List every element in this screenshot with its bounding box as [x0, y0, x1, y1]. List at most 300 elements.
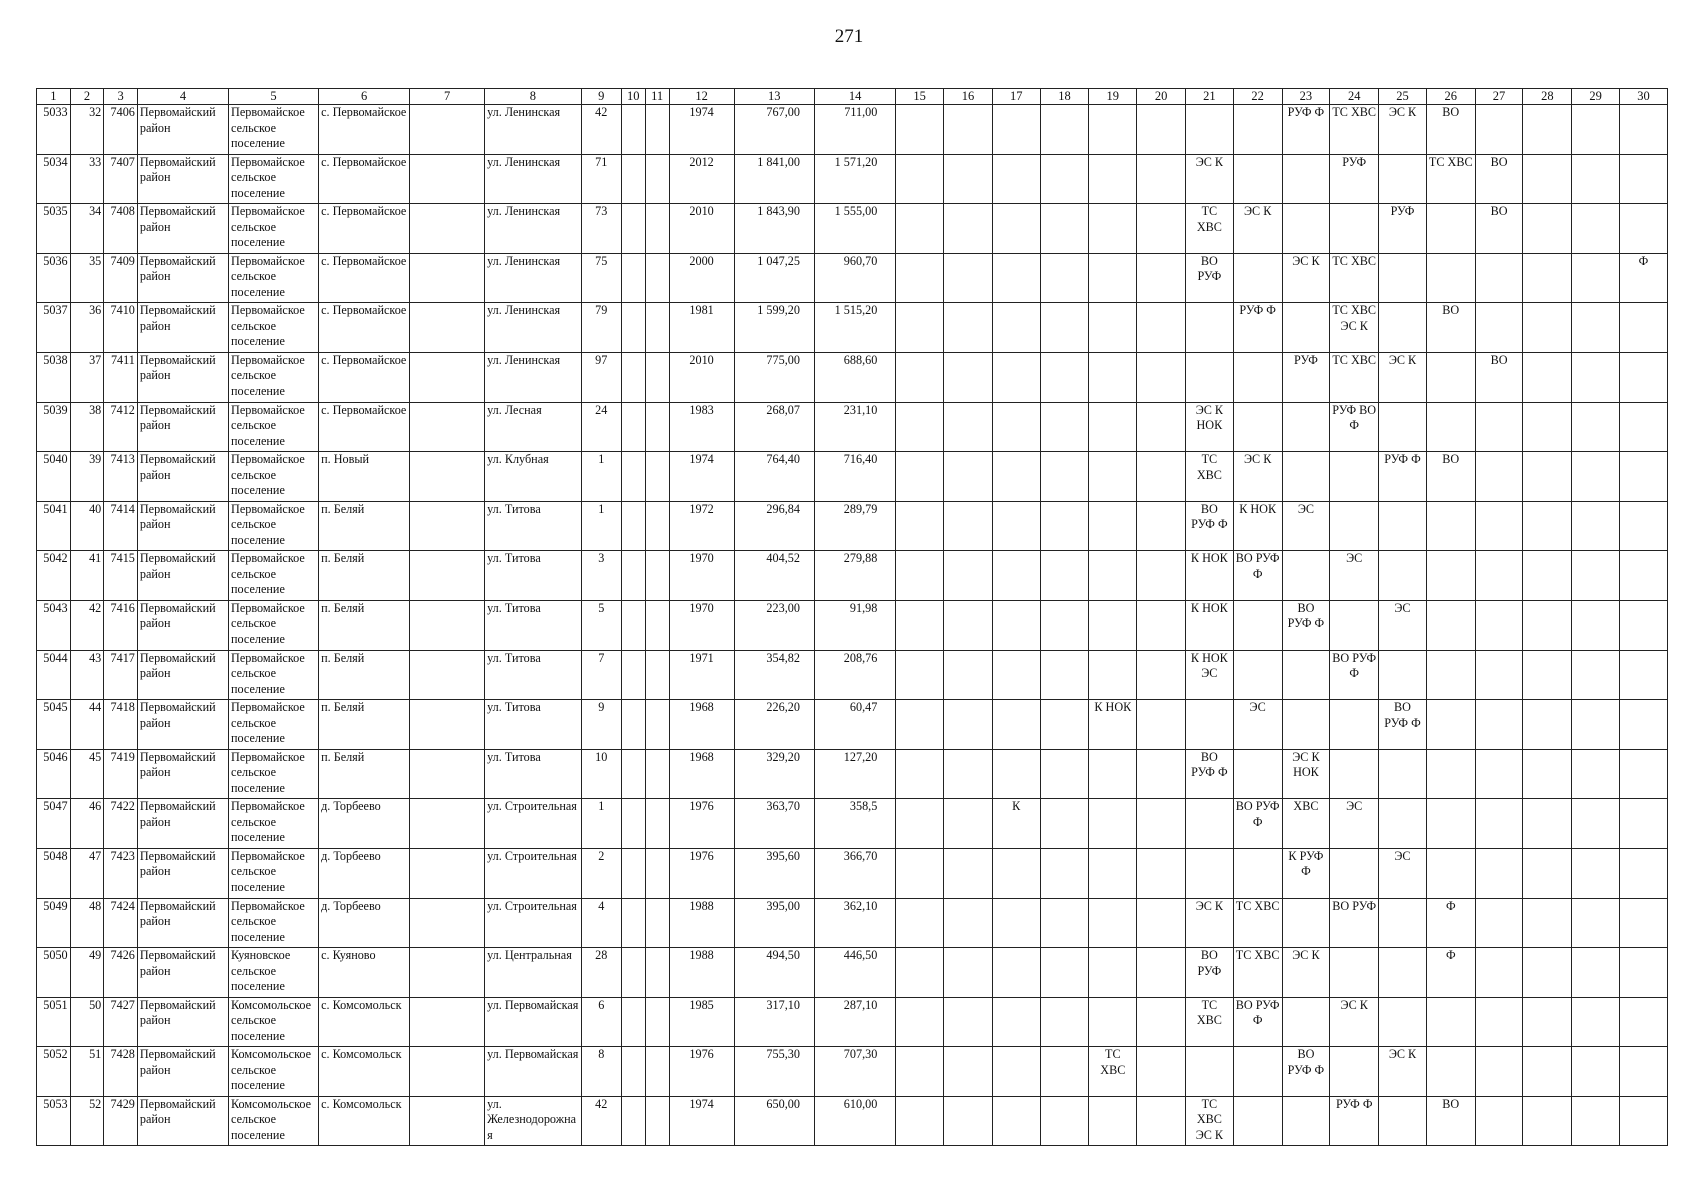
cell-col-18: [1040, 303, 1089, 353]
cell-col-25: [1379, 898, 1427, 948]
cell-col-30: [1619, 600, 1667, 650]
table-row: [37, 650, 1668, 700]
cell-col-6: с. Комсомольск: [319, 1096, 410, 1146]
cell-col-14: 208,76: [814, 650, 895, 700]
cell-col-15: [896, 154, 944, 204]
cell-col-27: [1475, 253, 1523, 303]
cell-col-12: 1974: [669, 452, 734, 502]
cell-col-18: [1040, 948, 1089, 998]
cell-col-29: [1572, 700, 1620, 750]
cell-col-26: [1426, 700, 1475, 750]
cell-col-25: [1379, 551, 1427, 601]
cell-col-12: 2000: [669, 253, 734, 303]
cell-col-1: 5048: [37, 848, 71, 898]
cell-col-22: ЭС К: [1233, 452, 1282, 502]
cell-col-19: [1089, 848, 1137, 898]
cell-col-16: [944, 105, 993, 155]
cell-col-20: [1137, 105, 1186, 155]
cell-col-24: [1330, 600, 1379, 650]
cell-col-21: ЭС К НОК: [1186, 402, 1234, 452]
column-number-10: 10: [621, 89, 645, 105]
cell-col-29: [1572, 154, 1620, 204]
cell-col-26: [1426, 749, 1475, 799]
cell-col-11: [645, 303, 669, 353]
cell-col-16: [944, 204, 993, 254]
cell-col-18: [1040, 105, 1089, 155]
cell-col-16: [944, 1047, 993, 1097]
cell-col-25: [1379, 749, 1427, 799]
cell-col-29: [1572, 303, 1620, 353]
cell-col-4: Первомайский район: [137, 253, 228, 303]
cell-col-1: 5046: [37, 749, 71, 799]
cell-col-24: РУФ: [1330, 154, 1379, 204]
column-number-14: 14: [814, 89, 895, 105]
cell-col-6: п. Беляй: [319, 501, 410, 551]
cell-col-22: [1233, 600, 1282, 650]
cell-col-18: [1040, 799, 1089, 849]
cell-col-10: [621, 700, 645, 750]
column-number-19: 19: [1089, 89, 1137, 105]
table-row: [37, 452, 1668, 502]
cell-col-19: [1089, 352, 1137, 402]
cell-col-10: [621, 650, 645, 700]
cell-col-29: [1572, 1047, 1620, 1097]
cell-col-5: Первомайское сельское поселение: [229, 848, 319, 898]
cell-col-19: [1089, 402, 1137, 452]
cell-col-21: К НОК ЭС: [1186, 650, 1234, 700]
cell-col-23: [1282, 997, 1330, 1047]
cell-col-7: [410, 1096, 485, 1146]
cell-col-19: [1089, 105, 1137, 155]
cell-col-4: Первомайский район: [137, 204, 228, 254]
cell-col-4: Первомайский район: [137, 749, 228, 799]
cell-col-26: [1426, 551, 1475, 601]
cell-col-7: [410, 352, 485, 402]
cell-col-11: [645, 253, 669, 303]
cell-col-14: 446,50: [814, 948, 895, 998]
cell-col-12: 1985: [669, 997, 734, 1047]
cell-col-8: ул. Строительная: [485, 898, 582, 948]
table-row: [37, 600, 1668, 650]
cell-col-5: Первомайское сельское поселение: [229, 352, 319, 402]
cell-col-11: [645, 948, 669, 998]
cell-col-17: [992, 352, 1040, 402]
cell-col-12: 2010: [669, 352, 734, 402]
cell-col-8: ул. Центральная: [485, 948, 582, 998]
cell-col-30: [1619, 749, 1667, 799]
cell-col-23: [1282, 1096, 1330, 1146]
column-number-23: 23: [1282, 89, 1330, 105]
cell-col-9: 3: [581, 551, 621, 601]
cell-col-28: [1523, 402, 1572, 452]
cell-col-3: 7428: [104, 1047, 138, 1097]
cell-col-18: [1040, 154, 1089, 204]
cell-col-12: 1971: [669, 650, 734, 700]
cell-col-10: [621, 105, 645, 155]
cell-col-25: ЭС К: [1379, 105, 1427, 155]
cell-col-19: [1089, 749, 1137, 799]
cell-col-29: [1572, 551, 1620, 601]
cell-col-29: [1572, 749, 1620, 799]
column-number-21: 21: [1186, 89, 1234, 105]
cell-col-7: [410, 105, 485, 155]
cell-col-13: 650,00: [734, 1096, 814, 1146]
cell-col-10: [621, 749, 645, 799]
cell-col-28: [1523, 253, 1572, 303]
cell-col-23: РУФ Ф: [1282, 105, 1330, 155]
cell-col-12: 1968: [669, 700, 734, 750]
cell-col-15: [896, 352, 944, 402]
cell-col-1: 5051: [37, 997, 71, 1047]
cell-col-20: [1137, 204, 1186, 254]
cell-col-11: [645, 799, 669, 849]
cell-col-6: д. Торбеево: [319, 848, 410, 898]
cell-col-9: 73: [581, 204, 621, 254]
cell-col-16: [944, 352, 993, 402]
cell-col-21: ТС ХВС: [1186, 452, 1234, 502]
cell-col-22: ТС ХВС: [1233, 948, 1282, 998]
cell-col-22: [1233, 848, 1282, 898]
cell-col-15: [896, 1047, 944, 1097]
cell-col-15: [896, 303, 944, 353]
cell-col-30: [1619, 501, 1667, 551]
cell-col-24: ЭС: [1330, 551, 1379, 601]
cell-col-22: ВО РУФ Ф: [1233, 551, 1282, 601]
cell-col-17: [992, 650, 1040, 700]
cell-col-2: 38: [70, 402, 104, 452]
cell-col-9: 1: [581, 501, 621, 551]
cell-col-2: 45: [70, 749, 104, 799]
cell-col-30: [1619, 898, 1667, 948]
cell-col-24: ТС ХВС: [1330, 253, 1379, 303]
cell-col-18: [1040, 501, 1089, 551]
cell-col-8: ул. Первомайская: [485, 1047, 582, 1097]
cell-col-23: ЭС К: [1282, 948, 1330, 998]
cell-col-16: [944, 700, 993, 750]
cell-col-23: ЭС К НОК: [1282, 749, 1330, 799]
cell-col-5: Комсомольское сельское поселение: [229, 1096, 319, 1146]
cell-col-13: 329,20: [734, 749, 814, 799]
cell-col-18: [1040, 352, 1089, 402]
cell-col-20: [1137, 501, 1186, 551]
cell-col-8: ул. Ленинская: [485, 204, 582, 254]
cell-col-1: 5035: [37, 204, 71, 254]
cell-col-24: [1330, 452, 1379, 502]
cell-col-25: ЭС К: [1379, 1047, 1427, 1097]
cell-col-21: [1186, 700, 1234, 750]
cell-col-14: 1 571,20: [814, 154, 895, 204]
cell-col-8: ул. Строительная: [485, 848, 582, 898]
cell-col-29: [1572, 452, 1620, 502]
cell-col-29: [1572, 253, 1620, 303]
cell-col-19: [1089, 204, 1137, 254]
cell-col-27: ВО: [1475, 352, 1523, 402]
column-number-26: 26: [1426, 89, 1475, 105]
cell-col-18: [1040, 452, 1089, 502]
cell-col-12: 1976: [669, 1047, 734, 1097]
cell-col-24: [1330, 848, 1379, 898]
cell-col-12: 1976: [669, 848, 734, 898]
cell-col-12: 1970: [669, 551, 734, 601]
cell-col-16: [944, 452, 993, 502]
cell-col-12: 1972: [669, 501, 734, 551]
cell-col-28: [1523, 204, 1572, 254]
cell-col-19: К НОК: [1089, 700, 1137, 750]
cell-col-20: [1137, 948, 1186, 998]
cell-col-4: Первомайский район: [137, 551, 228, 601]
cell-col-10: [621, 600, 645, 650]
cell-col-12: 1988: [669, 898, 734, 948]
cell-col-8: ул. Первомайская: [485, 997, 582, 1047]
cell-col-18: [1040, 1047, 1089, 1097]
cell-col-28: [1523, 700, 1572, 750]
cell-col-19: [1089, 600, 1137, 650]
cell-col-5: Первомайское сельское поселение: [229, 452, 319, 502]
cell-col-14: 362,10: [814, 898, 895, 948]
cell-col-16: [944, 650, 993, 700]
cell-col-6: д. Торбеево: [319, 898, 410, 948]
cell-col-11: [645, 105, 669, 155]
cell-col-2: 37: [70, 352, 104, 402]
cell-col-1: 5050: [37, 948, 71, 998]
cell-col-29: [1572, 352, 1620, 402]
cell-col-10: [621, 1096, 645, 1146]
cell-col-20: [1137, 1047, 1186, 1097]
cell-col-29: [1572, 105, 1620, 155]
table-row: [37, 948, 1668, 998]
cell-col-23: ЭС К: [1282, 253, 1330, 303]
cell-col-24: [1330, 749, 1379, 799]
cell-col-2: 35: [70, 253, 104, 303]
cell-col-20: [1137, 1096, 1186, 1146]
cell-col-6: с. Первомайское: [319, 303, 410, 353]
cell-col-27: [1475, 848, 1523, 898]
cell-col-1: 5049: [37, 898, 71, 948]
cell-col-3: 7418: [104, 700, 138, 750]
cell-col-12: 1988: [669, 948, 734, 998]
cell-col-21: [1186, 799, 1234, 849]
cell-col-6: с. Первомайское: [319, 105, 410, 155]
cell-col-11: [645, 848, 669, 898]
cell-col-27: [1475, 1096, 1523, 1146]
cell-col-29: [1572, 600, 1620, 650]
cell-col-2: 51: [70, 1047, 104, 1097]
cell-col-10: [621, 799, 645, 849]
column-number-29: 29: [1572, 89, 1620, 105]
cell-col-30: [1619, 204, 1667, 254]
cell-col-28: [1523, 799, 1572, 849]
cell-col-6: с. Первомайское: [319, 154, 410, 204]
cell-col-15: [896, 402, 944, 452]
cell-col-28: [1523, 303, 1572, 353]
cell-col-14: 960,70: [814, 253, 895, 303]
column-number-22: 22: [1233, 89, 1282, 105]
cell-col-9: 97: [581, 352, 621, 402]
cell-col-17: [992, 204, 1040, 254]
cell-col-18: [1040, 204, 1089, 254]
cell-col-24: ВО РУФ Ф: [1330, 650, 1379, 700]
cell-col-23: К РУФ Ф: [1282, 848, 1330, 898]
cell-col-22: ЭС: [1233, 700, 1282, 750]
cell-col-26: [1426, 352, 1475, 402]
cell-col-17: [992, 997, 1040, 1047]
cell-col-24: ТС ХВС: [1330, 105, 1379, 155]
cell-col-17: [992, 551, 1040, 601]
cell-col-4: Первомайский район: [137, 154, 228, 204]
cell-col-19: [1089, 997, 1137, 1047]
cell-col-8: ул. Ленинская: [485, 352, 582, 402]
cell-col-18: [1040, 749, 1089, 799]
cell-col-26: Ф: [1426, 898, 1475, 948]
cell-col-2: 52: [70, 1096, 104, 1146]
table-row: [37, 848, 1668, 898]
cell-col-5: Первомайское сельское поселение: [229, 204, 319, 254]
cell-col-12: 1983: [669, 402, 734, 452]
cell-col-10: [621, 352, 645, 402]
cell-col-25: [1379, 1096, 1427, 1146]
cell-col-23: [1282, 154, 1330, 204]
cell-col-9: 5: [581, 600, 621, 650]
cell-col-22: ЭС К: [1233, 204, 1282, 254]
cell-col-23: [1282, 551, 1330, 601]
cell-col-3: 7409: [104, 253, 138, 303]
cell-col-24: [1330, 204, 1379, 254]
cell-col-6: п. Беляй: [319, 749, 410, 799]
cell-col-21: ВО РУФ Ф: [1186, 749, 1234, 799]
cell-col-23: [1282, 452, 1330, 502]
cell-col-26: [1426, 204, 1475, 254]
cell-col-25: РУФ: [1379, 204, 1427, 254]
cell-col-17: [992, 1096, 1040, 1146]
cell-col-18: [1040, 700, 1089, 750]
cell-col-7: [410, 501, 485, 551]
cell-col-9: 9: [581, 700, 621, 750]
cell-col-10: [621, 898, 645, 948]
cell-col-12: 1970: [669, 600, 734, 650]
cell-col-15: [896, 898, 944, 948]
cell-col-21: ТС ХВС ЭС К: [1186, 1096, 1234, 1146]
column-number-row: [37, 89, 1668, 105]
cell-col-8: ул. Ленинская: [485, 105, 582, 155]
cell-col-27: [1475, 452, 1523, 502]
cell-col-17: [992, 848, 1040, 898]
cell-col-29: [1572, 650, 1620, 700]
cell-col-7: [410, 551, 485, 601]
cell-col-6: п. Беляй: [319, 551, 410, 601]
cell-col-15: [896, 948, 944, 998]
cell-col-21: [1186, 848, 1234, 898]
cell-col-15: [896, 700, 944, 750]
cell-col-1: 5047: [37, 799, 71, 849]
cell-col-14: 366,70: [814, 848, 895, 898]
cell-col-30: [1619, 650, 1667, 700]
cell-col-27: [1475, 551, 1523, 601]
cell-col-13: 223,00: [734, 600, 814, 650]
cell-col-5: Первомайское сельское поселение: [229, 700, 319, 750]
cell-col-2: 46: [70, 799, 104, 849]
cell-col-24: [1330, 501, 1379, 551]
cell-col-25: [1379, 650, 1427, 700]
cell-col-8: ул. Лесная: [485, 402, 582, 452]
cell-col-30: [1619, 154, 1667, 204]
cell-col-27: [1475, 948, 1523, 998]
cell-col-20: [1137, 650, 1186, 700]
cell-col-24: [1330, 948, 1379, 998]
cell-col-5: Первомайское сельское поселение: [229, 898, 319, 948]
cell-col-8: ул. Титова: [485, 650, 582, 700]
cell-col-14: 231,10: [814, 402, 895, 452]
table-row: [37, 105, 1668, 155]
cell-col-29: [1572, 997, 1620, 1047]
cell-col-11: [645, 402, 669, 452]
cell-col-13: 268,07: [734, 402, 814, 452]
cell-col-7: [410, 749, 485, 799]
cell-col-15: [896, 848, 944, 898]
cell-col-7: [410, 799, 485, 849]
column-number-1: 1: [37, 89, 71, 105]
cell-col-27: ВО: [1475, 204, 1523, 254]
cell-col-19: ТС ХВС: [1089, 1047, 1137, 1097]
cell-col-6: с. Комсомольск: [319, 1047, 410, 1097]
cell-col-11: [645, 154, 669, 204]
cell-col-7: [410, 600, 485, 650]
cell-col-3: 7412: [104, 402, 138, 452]
cell-col-1: 5039: [37, 402, 71, 452]
cell-col-9: 42: [581, 105, 621, 155]
cell-col-13: 755,30: [734, 1047, 814, 1097]
cell-col-12: 1976: [669, 799, 734, 849]
cell-col-19: [1089, 253, 1137, 303]
cell-col-4: Первомайский район: [137, 352, 228, 402]
cell-col-20: [1137, 600, 1186, 650]
cell-col-15: [896, 253, 944, 303]
cell-col-6: с. Первомайское: [319, 253, 410, 303]
cell-col-4: Первомайский район: [137, 650, 228, 700]
cell-col-17: [992, 452, 1040, 502]
cell-col-30: [1619, 848, 1667, 898]
cell-col-28: [1523, 501, 1572, 551]
cell-col-8: ул. Ленинская: [485, 154, 582, 204]
cell-col-20: [1137, 551, 1186, 601]
cell-col-27: [1475, 1047, 1523, 1097]
cell-col-21: [1186, 105, 1234, 155]
cell-col-4: Первомайский район: [137, 452, 228, 502]
cell-col-10: [621, 948, 645, 998]
cell-col-1: 5045: [37, 700, 71, 750]
cell-col-4: Первомайский район: [137, 303, 228, 353]
cell-col-11: [645, 551, 669, 601]
cell-col-11: [645, 1096, 669, 1146]
cell-col-9: 1: [581, 799, 621, 849]
cell-col-7: [410, 303, 485, 353]
cell-col-17: [992, 948, 1040, 998]
cell-col-2: 48: [70, 898, 104, 948]
column-number-8: 8: [485, 89, 582, 105]
cell-col-14: 279,88: [814, 551, 895, 601]
column-number-18: 18: [1040, 89, 1089, 105]
table-row: [37, 749, 1668, 799]
cell-col-14: 287,10: [814, 997, 895, 1047]
cell-col-16: [944, 303, 993, 353]
cell-col-13: 363,70: [734, 799, 814, 849]
cell-col-16: [944, 848, 993, 898]
cell-col-15: [896, 799, 944, 849]
cell-col-23: РУФ: [1282, 352, 1330, 402]
cell-col-6: с. Первомайское: [319, 352, 410, 402]
table-row: [37, 352, 1668, 402]
cell-col-2: 33: [70, 154, 104, 204]
cell-col-24: [1330, 700, 1379, 750]
